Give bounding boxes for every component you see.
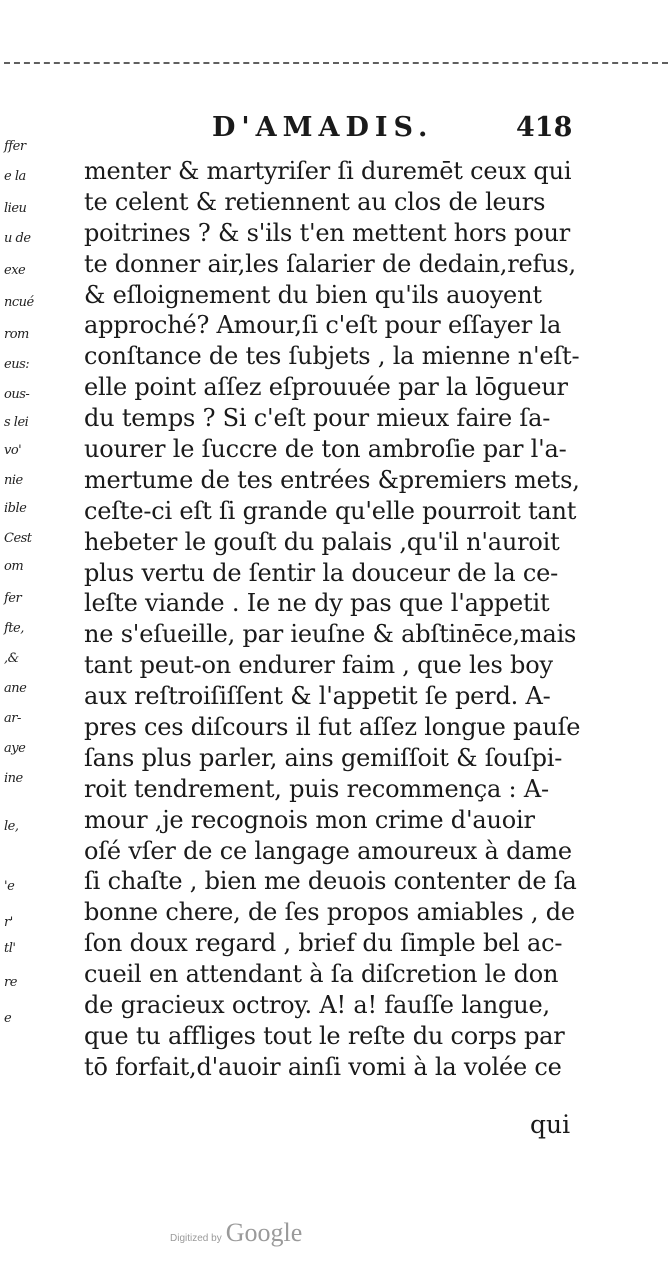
margin-fragment: fte, xyxy=(4,621,24,636)
margin-fragment: e la xyxy=(4,169,26,184)
margin-fragment: om xyxy=(4,559,24,574)
text-line: hebeter le gouſt du palais ,qu'il n'auroit xyxy=(84,527,560,556)
text-line: menter & martyriſer ſi duremēt ceux qui xyxy=(84,157,572,185)
text-line: du temps ? Si c'eſt pour mieux faire ſa- xyxy=(84,404,551,433)
margin-fragment: ar- xyxy=(4,711,21,726)
margin-fragment: ane xyxy=(4,681,27,696)
text-line: uourer le ſuccre de ton ambroſie par l'a- xyxy=(84,435,567,464)
text-line: & eſloignement du bien qu'ils auoyent xyxy=(84,280,542,309)
text-line: ceſte-ci eſt ſi grande qu'elle pourroit tant xyxy=(84,496,577,525)
text-line: bonne chere, de ſes propos amiables , de xyxy=(84,898,575,927)
text-line: poitrines ? & s'ils t'en mettent hors pour xyxy=(84,218,570,247)
text-line: que tu affliges tout le reſte du corps par xyxy=(84,1021,565,1050)
margin-fragment: vo' xyxy=(4,443,22,458)
text-line: cueil en attendant à ſa diſcretion le don xyxy=(84,960,559,989)
text-line: plus vertu de ſentir la douceur de la ce- xyxy=(84,558,559,587)
margin-fragment: u de xyxy=(4,231,31,246)
text-line: ſans plus parler, ains gemiſſoit & ſouſpi- xyxy=(84,743,563,772)
margin-fragment: ine xyxy=(4,771,23,786)
text-line: aux reſtroiſiſſent & l'appetit ſe perd. A- xyxy=(84,682,551,711)
margin-fragment: ,& xyxy=(4,651,19,666)
text-line: roit tendrement, puis recommença : A- xyxy=(84,774,549,803)
top-rule xyxy=(4,62,668,64)
text-line: te donner air,les ſalarier de dedain,refus, xyxy=(84,249,576,278)
text-line: approché? Amour,ſi c'eſt pour eſſayer la xyxy=(84,311,562,340)
digitized-by-google-watermark xyxy=(170,1218,302,1248)
margin-fragment: Cest xyxy=(4,531,32,546)
margin-fragment: le, xyxy=(4,819,19,834)
left-margin-fragments xyxy=(0,140,40,1180)
margin-fragment: rom xyxy=(4,327,29,342)
margin-fragment: aye xyxy=(4,741,26,756)
margin-fragment: ncué xyxy=(4,295,34,310)
margin-fragment: s lei xyxy=(4,415,29,430)
text-line: pres ces diſcours il fut aſſez longue pauſe xyxy=(84,713,581,742)
page-number: 418 xyxy=(516,112,573,143)
text-line: de gracieux octroy. A! a! fauſſe langue, xyxy=(84,991,550,1020)
margin-fragment: e xyxy=(4,1011,12,1026)
text-line: mertume de tes entrées &premiers mets, xyxy=(84,465,580,494)
text-line: leſte viande . Ie ne dy pas que l'appetit xyxy=(84,589,550,618)
margin-fragment: exe xyxy=(4,263,26,278)
margin-fragment: tl' xyxy=(4,941,16,956)
watermark-brand: Google xyxy=(225,1218,303,1247)
text-line: mour ,je recognois mon crime d'auoir xyxy=(84,805,535,834)
margin-fragment: ffer xyxy=(4,139,26,154)
margin-fragment: ous- xyxy=(4,387,30,402)
margin-fragment: r' xyxy=(4,915,13,930)
text-line: ſon doux regard , brief du ſimple bel ac- xyxy=(84,929,563,958)
margin-fragment: lieu xyxy=(4,201,27,216)
text-line: ne s'eſueille, par ieuſne & abſtinēce,mais xyxy=(84,620,577,649)
margin-fragment: nie xyxy=(4,473,23,488)
text-line: te celent & retiennent au clos de leurs xyxy=(84,187,546,216)
watermark-prefix: Digitized by xyxy=(170,1233,222,1244)
margin-fragment: ible xyxy=(4,501,27,516)
text-line: oſé vſer de ce langage amoureux à dame xyxy=(84,836,572,865)
text-line: conſtance de tes ſubjets , la mienne n'eſt- xyxy=(84,342,580,371)
margin-fragment: re xyxy=(4,975,17,990)
text-line: tant peut-on endurer faim , que les boy xyxy=(84,651,553,680)
margin-fragment: eus: xyxy=(4,357,30,372)
text-line: tō forfait,d'auoir ainſi vomi à la volée ce xyxy=(84,1052,562,1081)
text-line: ſi chaſte , bien me deuois contenter de ſa xyxy=(84,867,577,896)
margin-fragment: 'e xyxy=(4,879,15,894)
body-text xyxy=(84,156,584,1083)
running-head: D'AMADIS. xyxy=(212,112,434,143)
catchword: qui xyxy=(530,1110,571,1139)
margin-fragment: fer xyxy=(4,591,22,606)
text-line: elle point aſſez eſprouuée par la lōgueur xyxy=(84,373,568,402)
